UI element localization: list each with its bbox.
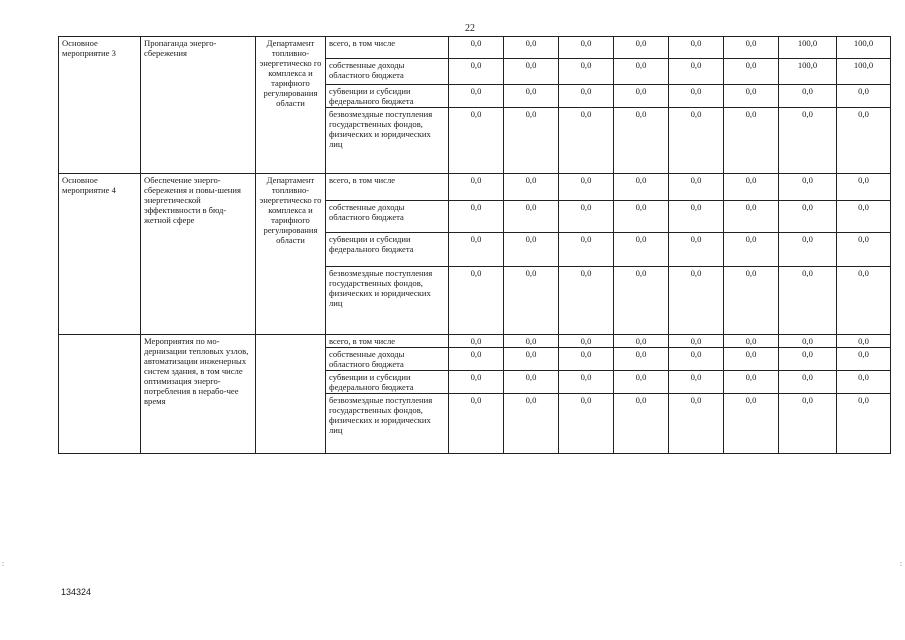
value-cell: 0,0 bbox=[559, 394, 614, 454]
value-cell: 0,0 bbox=[614, 85, 669, 108]
value-cell: 0,0 bbox=[559, 371, 614, 394]
value-cell: 0,0 bbox=[449, 201, 504, 233]
value-cell: 0,0 bbox=[449, 394, 504, 454]
value-cell: 0,0 bbox=[504, 335, 559, 348]
value-cell: 0,0 bbox=[669, 174, 724, 201]
value-cell: 0,0 bbox=[614, 335, 669, 348]
funding-source-cell: всего, в том числе bbox=[326, 174, 449, 201]
value-cell: 0,0 bbox=[837, 174, 891, 201]
value-cell: 0,0 bbox=[669, 108, 724, 174]
value-cell: 0,0 bbox=[504, 201, 559, 233]
value-cell: 0,0 bbox=[669, 59, 724, 85]
value-cell: 0,0 bbox=[449, 174, 504, 201]
value-cell: 0,0 bbox=[559, 59, 614, 85]
value-cell: 0,0 bbox=[614, 394, 669, 454]
value-cell: 0,0 bbox=[779, 108, 837, 174]
value-cell: 0,0 bbox=[504, 174, 559, 201]
value-cell: 0,0 bbox=[724, 85, 779, 108]
value-cell: 0,0 bbox=[614, 267, 669, 335]
funding-source-cell: безвозмездные поступления государственных фондов, физических и юридических лиц bbox=[326, 394, 449, 454]
value-cell: 0,0 bbox=[614, 201, 669, 233]
value-cell: 100,0 bbox=[779, 59, 837, 85]
value-cell: 0,0 bbox=[669, 371, 724, 394]
value-cell: 0,0 bbox=[724, 394, 779, 454]
table-row bbox=[59, 37, 891, 59]
value-cell: 0,0 bbox=[669, 335, 724, 348]
value-cell: 0,0 bbox=[837, 371, 891, 394]
funding-source-cell: субвенции и субсидии федерального бюджета bbox=[326, 371, 449, 394]
value-cell: 0,0 bbox=[724, 37, 779, 59]
funding-table bbox=[58, 36, 891, 454]
funding-source-cell: собственные доходы областного бюджета bbox=[326, 59, 449, 85]
value-cell: 0,0 bbox=[559, 37, 614, 59]
event-cell: Основное мероприятие 4 bbox=[59, 174, 141, 335]
value-cell: 0,0 bbox=[837, 267, 891, 335]
value-cell: 0,0 bbox=[724, 201, 779, 233]
value-cell: 0,0 bbox=[779, 201, 837, 233]
executor-cell: Департамент топливно-энергетическо го комплекса и тарифного регулирования области bbox=[256, 37, 326, 174]
value-cell: 100,0 bbox=[837, 59, 891, 85]
value-cell: 0,0 bbox=[837, 85, 891, 108]
value-cell: 0,0 bbox=[779, 174, 837, 201]
table-row bbox=[59, 335, 891, 348]
value-cell: 0,0 bbox=[504, 85, 559, 108]
value-cell: 0,0 bbox=[779, 85, 837, 108]
value-cell: 0,0 bbox=[614, 37, 669, 59]
value-cell: 0,0 bbox=[724, 348, 779, 371]
value-cell: 0,0 bbox=[724, 59, 779, 85]
edge-mark-left: : bbox=[2, 560, 4, 568]
value-cell: 0,0 bbox=[779, 348, 837, 371]
value-cell: 0,0 bbox=[724, 371, 779, 394]
value-cell: 0,0 bbox=[779, 233, 837, 267]
value-cell: 0,0 bbox=[837, 394, 891, 454]
value-cell: 0,0 bbox=[669, 394, 724, 454]
funding-source-cell: безвозмездные поступления государственных фондов, физических и юридических лиц bbox=[326, 267, 449, 335]
executor-cell: Департамент топливно-энергетическо го комплекса и тарифного регулирования области bbox=[256, 174, 326, 335]
value-cell: 0,0 bbox=[504, 267, 559, 335]
page-number: 22 bbox=[465, 23, 475, 34]
value-cell: 0,0 bbox=[724, 174, 779, 201]
value-cell: 0,0 bbox=[614, 59, 669, 85]
value-cell: 0,0 bbox=[669, 201, 724, 233]
value-cell: 0,0 bbox=[504, 233, 559, 267]
value-cell: 0,0 bbox=[504, 108, 559, 174]
value-cell: 0,0 bbox=[669, 85, 724, 108]
value-cell: 0,0 bbox=[449, 335, 504, 348]
value-cell: 100,0 bbox=[779, 37, 837, 59]
value-cell: 0,0 bbox=[669, 267, 724, 335]
event-cell: Основное мероприятие 3 bbox=[59, 37, 141, 174]
value-cell: 0,0 bbox=[837, 348, 891, 371]
value-cell: 0,0 bbox=[614, 348, 669, 371]
footer-code: 134324 bbox=[61, 587, 92, 597]
value-cell: 0,0 bbox=[449, 59, 504, 85]
value-cell: 0,0 bbox=[504, 394, 559, 454]
event-name-cell: Мероприятия по мо-дернизации тепловых узлов, автоматизации инженерных систем здания, в том числе оптимизация энерго-потребления в нерабо-чее время bbox=[141, 335, 256, 454]
value-cell: 0,0 bbox=[559, 267, 614, 335]
value-cell: 0,0 bbox=[614, 233, 669, 267]
value-cell: 0,0 bbox=[614, 371, 669, 394]
value-cell: 0,0 bbox=[504, 371, 559, 394]
value-cell: 0,0 bbox=[559, 174, 614, 201]
value-cell: 0,0 bbox=[449, 267, 504, 335]
value-cell: 0,0 bbox=[724, 108, 779, 174]
value-cell: 0,0 bbox=[724, 233, 779, 267]
value-cell: 100,0 bbox=[837, 37, 891, 59]
funding-source-cell: субвенции и субсидии федерального бюджета bbox=[326, 233, 449, 267]
value-cell: 0,0 bbox=[837, 108, 891, 174]
value-cell: 0,0 bbox=[779, 371, 837, 394]
value-cell: 0,0 bbox=[559, 85, 614, 108]
executor-cell bbox=[256, 335, 326, 454]
value-cell: 0,0 bbox=[669, 348, 724, 371]
value-cell: 0,0 bbox=[449, 233, 504, 267]
funding-source-cell: безвозмездные поступления государственных фондов, физических и юридических лиц bbox=[326, 108, 449, 174]
value-cell: 0,0 bbox=[669, 233, 724, 267]
value-cell: 0,0 bbox=[779, 394, 837, 454]
value-cell: 0,0 bbox=[449, 371, 504, 394]
value-cell: 0,0 bbox=[449, 108, 504, 174]
value-cell: 0,0 bbox=[837, 233, 891, 267]
value-cell: 0,0 bbox=[669, 37, 724, 59]
value-cell: 0,0 bbox=[559, 348, 614, 371]
value-cell: 0,0 bbox=[504, 348, 559, 371]
value-cell: 0,0 bbox=[559, 108, 614, 174]
value-cell: 0,0 bbox=[559, 201, 614, 233]
funding-source-cell: всего, в том числе bbox=[326, 37, 449, 59]
event-name-cell: Пропаганда энерго-сбережения bbox=[141, 37, 256, 174]
value-cell: 0,0 bbox=[837, 335, 891, 348]
value-cell: 0,0 bbox=[779, 267, 837, 335]
value-cell: 0,0 bbox=[837, 201, 891, 233]
value-cell: 0,0 bbox=[614, 108, 669, 174]
value-cell: 0,0 bbox=[504, 59, 559, 85]
value-cell: 0,0 bbox=[779, 335, 837, 348]
edge-mark-right: : bbox=[900, 560, 902, 568]
value-cell: 0,0 bbox=[449, 37, 504, 59]
funding-source-cell: субвенции и субсидии федерального бюджета bbox=[326, 85, 449, 108]
event-name-cell: Обеспечение энерго-сбережения и повы-шения энергетической эффективности в бюд-жетной сфере bbox=[141, 174, 256, 335]
funding-source-cell: собственные доходы областного бюджета bbox=[326, 348, 449, 371]
funding-source-cell: собственные доходы областного бюджета bbox=[326, 201, 449, 233]
value-cell: 0,0 bbox=[449, 85, 504, 108]
value-cell: 0,0 bbox=[724, 335, 779, 348]
value-cell: 0,0 bbox=[559, 335, 614, 348]
value-cell: 0,0 bbox=[724, 267, 779, 335]
value-cell: 0,0 bbox=[559, 233, 614, 267]
value-cell: 0,0 bbox=[449, 348, 504, 371]
event-cell bbox=[59, 335, 141, 454]
table-row bbox=[59, 174, 891, 201]
funding-source-cell: всего, в том числе bbox=[326, 335, 449, 348]
value-cell: 0,0 bbox=[614, 174, 669, 201]
value-cell: 0,0 bbox=[504, 37, 559, 59]
